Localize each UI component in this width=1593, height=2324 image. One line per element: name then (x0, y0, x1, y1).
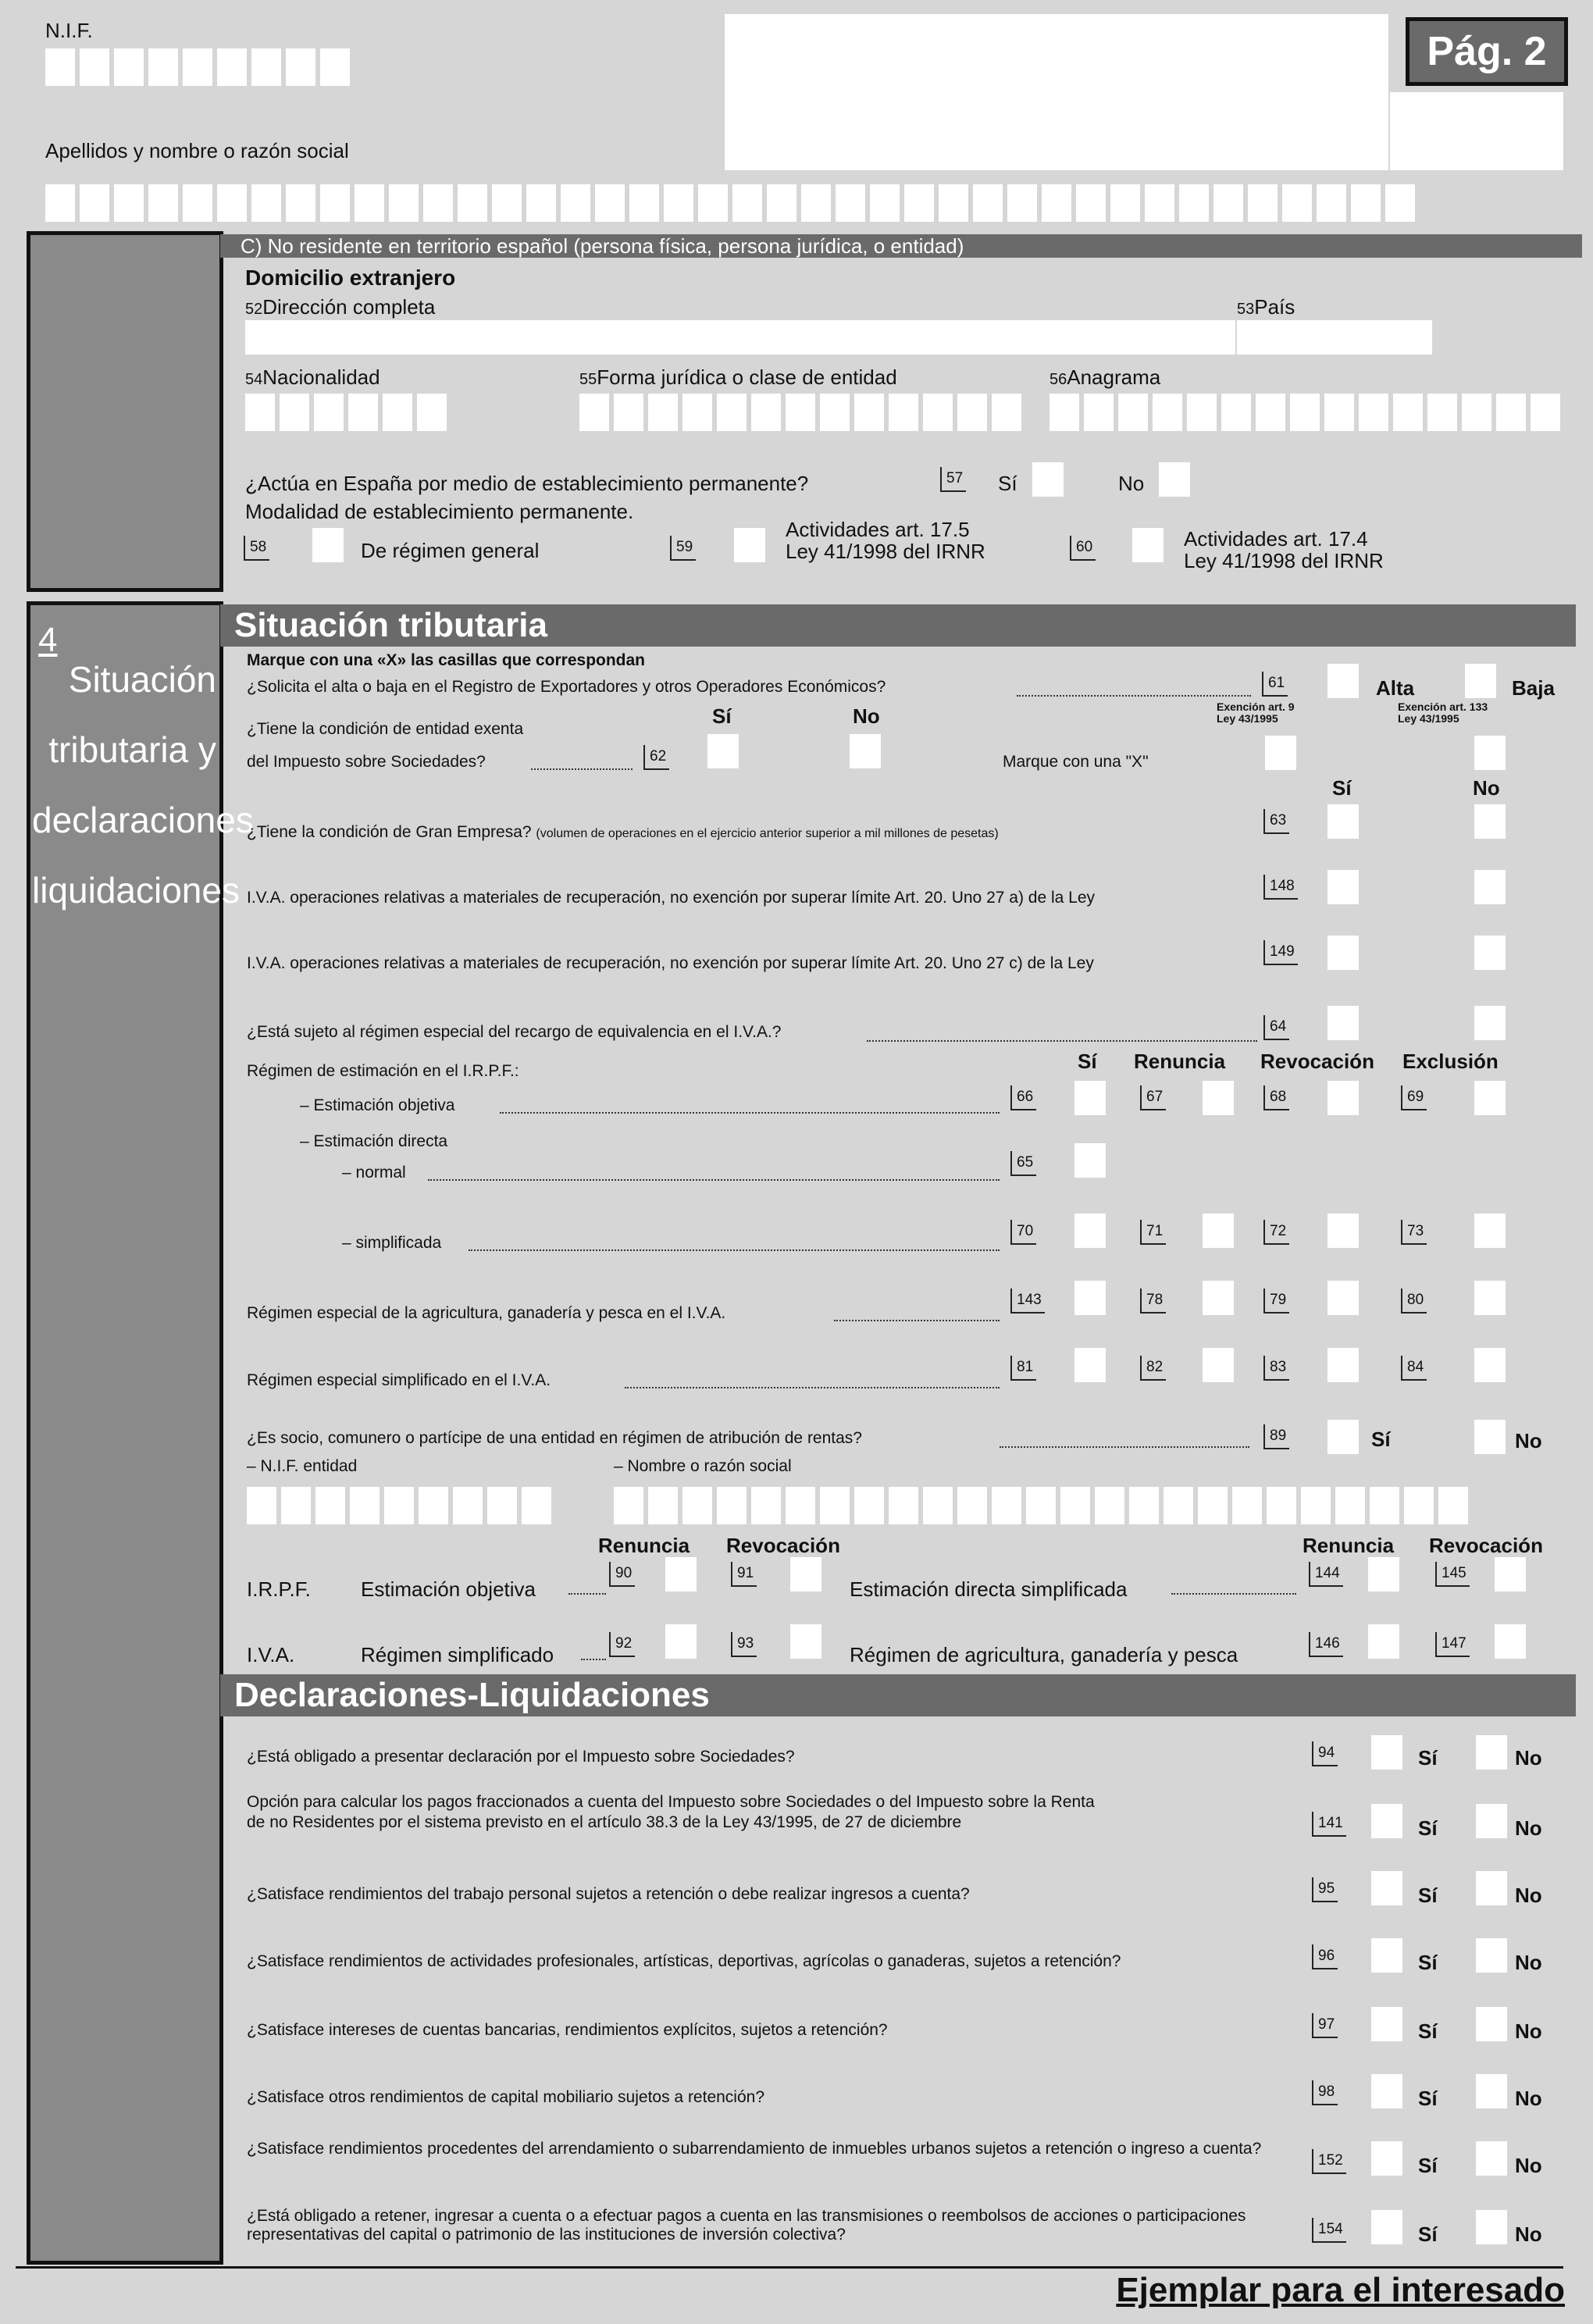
box-78-number: 78 (1140, 1289, 1166, 1313)
box-149-no-checkbox[interactable] (1474, 936, 1506, 970)
declaracion-row: ¿Satisface intereses de cuentas bancarias, rendimientos explícitos, sujetos a retención? 97 Sí No (247, 2007, 1566, 2069)
simplificado-leader (625, 1387, 1000, 1388)
box-147-number: 147 (1435, 1632, 1470, 1657)
declaracion-row: ¿Está obligado a retener, ingresar a cuenta o a efectuar pagos a cuenta en las transmisiones o reembolsos de acciones o participaciones representativas del capital o patrimonio de las instituciones de inversión colectiva? 154 Sí No (247, 2207, 1542, 2246)
nif-entidad-label: – N.I.F. entidad (247, 1457, 358, 1475)
reg-simpl-leader (581, 1659, 606, 1660)
modalidad-label: Modalidad de establecimiento permanente. (245, 500, 634, 523)
box-63-si-checkbox[interactable] (1328, 804, 1359, 839)
box-145-number: 145 (1435, 1562, 1470, 1587)
box-144-checkbox[interactable] (1368, 1557, 1399, 1592)
col-si-header: Sí (1332, 776, 1352, 800)
box-64-number: 64 (1263, 1015, 1289, 1040)
row-si-checkbox[interactable] (1371, 1735, 1402, 1770)
box-79-number: 79 (1263, 1289, 1289, 1313)
exencion-9-checkbox[interactable] (1265, 736, 1296, 770)
nif-field[interactable] (45, 48, 350, 86)
normal-label: – normal (342, 1164, 406, 1182)
header-blank-area (725, 14, 1388, 170)
row-si-checkbox[interactable] (1371, 1804, 1402, 1838)
box-96-number: 96 (1312, 1944, 1338, 1969)
declaracion-row: ¿Satisface rendimientos de actividades profesionales, artísticas, deportivas, agrícolas o ganaderas, sujetos a retención? 96 Sí No (247, 1938, 1566, 2001)
irpf-exclusion-header: Exclusión (1402, 1050, 1499, 1073)
box-61-alta-checkbox[interactable] (1328, 664, 1359, 698)
box-73-number: 73 (1401, 1220, 1427, 1245)
name-field[interactable] (45, 184, 1415, 222)
box-143-number: 143 (1010, 1289, 1045, 1313)
irpf-label: I.R.P.F. (247, 1577, 311, 1601)
box-67-number: 67 (1140, 1085, 1166, 1110)
row-si-label: Sí (1418, 1884, 1438, 1907)
q62-text-1: ¿Tiene la condición de entidad exenta (247, 720, 524, 738)
domicilio-heading: Domicilio extranjero (245, 266, 456, 290)
box-146-number: 146 (1309, 1632, 1343, 1657)
box-149-si-checkbox[interactable] (1328, 936, 1359, 970)
box-71-checkbox[interactable] (1203, 1214, 1234, 1248)
section-4-sidebar-title: Situación tributaria y declaraciones liquidaciones (32, 659, 254, 911)
box-69-number: 69 (1401, 1085, 1427, 1110)
box-80-checkbox[interactable] (1474, 1281, 1506, 1315)
declaraciones-title: Declaraciones-Liquidaciones (220, 1674, 1576, 1716)
name-label: Apellidos y nombre o razón social (45, 139, 349, 162)
box-148-si-checkbox[interactable] (1328, 870, 1359, 904)
box-58-number: 58 (244, 536, 269, 561)
est-objetiva-irpf-label: Estimación objetiva (361, 1577, 536, 1601)
section-4-sidebar (27, 601, 254, 2265)
row-no-label: No (1515, 1951, 1542, 1974)
section-c-sidebar (27, 231, 223, 592)
box-60-number: 60 (1070, 536, 1096, 561)
box-152-number: 152 (1312, 2149, 1346, 2174)
q89-leader (1000, 1446, 1249, 1448)
nombre-razon-field[interactable] (614, 1487, 1468, 1524)
box-93-checkbox[interactable] (790, 1624, 821, 1659)
box-145-checkbox[interactable] (1495, 1557, 1526, 1592)
box-69-checkbox[interactable] (1474, 1081, 1506, 1115)
declaracion-row: ¿Satisface rendimientos procedentes del arrendamiento o subarrendamiento de inmuebles urbanos sujetos a retención o ingreso a cuenta? 152 Sí No (247, 2140, 1542, 2177)
q89-text: ¿Es socio, comunero o partícipe de una entidad en régimen de atribución de rentas? (247, 1429, 862, 1447)
act-17-4-label: Actividades art. 17.4 Ley 41/1998 del IRNR (1184, 527, 1384, 572)
q64-text: ¿Está sujeto al régimen especial del recargo de equivalencia en el I.V.A.? (247, 1023, 782, 1041)
box-67-checkbox[interactable] (1203, 1081, 1234, 1115)
box-70-checkbox[interactable] (1074, 1214, 1106, 1248)
simplificada-leader (469, 1249, 1000, 1251)
row-no-checkbox[interactable] (1476, 2074, 1507, 2108)
declaracion-row: ¿Satisface otros rendimientos de capital mobiliario sujetos a retención? 98 Sí No (247, 2074, 1566, 2137)
row-si-label: Sí (1418, 2019, 1438, 2043)
box-84-checkbox[interactable] (1474, 1348, 1506, 1382)
box-94-number: 94 (1312, 1741, 1338, 1766)
irpf-iva-renuncia-header: Renuncia (598, 1534, 690, 1557)
box-91-number: 91 (731, 1562, 757, 1587)
est-dir-simpl-leader (1171, 1593, 1296, 1595)
alta-label: Alta (1376, 676, 1415, 700)
forma-juridica-field[interactable] (579, 394, 1021, 431)
box-147-checkbox[interactable] (1495, 1624, 1526, 1659)
row-si-checkbox[interactable] (1371, 2074, 1402, 2108)
box-70-number: 70 (1010, 1220, 1036, 1245)
irpf-iva-revocacion-header: Revocación (726, 1534, 840, 1557)
row-si-checkbox[interactable] (1371, 2007, 1402, 2041)
est-directa-label: – Estimación directa (300, 1132, 448, 1150)
box-84-number: 84 (1401, 1356, 1427, 1381)
box-73-checkbox[interactable] (1474, 1214, 1506, 1248)
box-89-no-checkbox[interactable] (1474, 1420, 1506, 1454)
row-no-label: No (1515, 1884, 1542, 1907)
nif-label: N.I.F. (45, 19, 93, 42)
simplificado-label: Régimen especial simplificado en el I.V.A. (247, 1371, 551, 1389)
reg-simpl-label: Régimen simplificado (361, 1643, 554, 1666)
actua-no-checkbox[interactable] (1159, 462, 1190, 497)
box-89-si-checkbox[interactable] (1328, 1420, 1359, 1454)
q62-text-2: del Impuesto sobre Sociedades? (247, 753, 486, 771)
box-64-no-checkbox[interactable] (1474, 1006, 1506, 1040)
row-no-checkbox[interactable] (1476, 1871, 1507, 1905)
box-83-number: 83 (1263, 1356, 1289, 1381)
box-60-checkbox[interactable] (1132, 528, 1164, 562)
box-63-no-checkbox[interactable] (1474, 804, 1506, 839)
act-17-5-label: Actividades art. 17.5 Ley 41/1998 del IRNR (786, 518, 985, 563)
normal-leader (428, 1179, 1000, 1181)
marque-instructions: Marque con una «X» las casillas que correspondan (247, 651, 646, 669)
est-dir-simpl-label: Estimación directa simplificada (850, 1577, 1128, 1601)
q62-no-header: No (853, 704, 880, 728)
box-143-checkbox[interactable] (1074, 1281, 1106, 1315)
q64-leader (867, 1040, 1257, 1042)
box-61-baja-checkbox[interactable] (1465, 664, 1496, 698)
row-no-label: No (1515, 2019, 1542, 2043)
q148-text: I.V.A. operaciones relativas a materiales de recuperación, no exención por superar límite Art. 20. Uno 27 a) de la Ley (247, 889, 1096, 907)
anagrama-label: 56Anagrama (1050, 365, 1161, 389)
row-no-checkbox[interactable] (1476, 2210, 1507, 2244)
pais-label: 53País (1237, 295, 1295, 319)
section-c-title: C) No residente en territorio español (persona física, persona jurídica, o entidad) (220, 234, 1582, 258)
box-148-number: 148 (1263, 875, 1298, 900)
row-si-label: Sí (1418, 1816, 1438, 1840)
est-objetiva-irpf-leader (568, 1593, 606, 1595)
box-89-number: 89 (1263, 1424, 1289, 1449)
est-objetiva-leader (500, 1112, 1000, 1114)
box-62-si-checkbox[interactable] (707, 734, 739, 768)
declaracion-row: Opción para calcular los pagos fraccionados a cuenta del Impuesto sobre Sociedades o del Impuesto sobre la Renta de no Residentes por el sistema previsto en el artículo 38.3 de la Ley 43/1995, de 27 de diciembre 141 Sí No (247, 1793, 1542, 1840)
situacion-title: Situación tributaria (220, 604, 1576, 647)
box-71-number: 71 (1140, 1220, 1166, 1245)
nif-entidad-field[interactable] (247, 1487, 551, 1524)
box-80-number: 80 (1401, 1289, 1427, 1313)
baja-label: Baja (1512, 676, 1555, 700)
iva-label: I.V.A. (247, 1643, 295, 1666)
box-93-number: 93 (731, 1632, 757, 1657)
row-no-label: No (1515, 2154, 1542, 2177)
row-no-checkbox[interactable] (1476, 1804, 1507, 1838)
q61-text: ¿Solicita el alta o baja en el Registro de Exportadores y otros Operadores Económicos? (247, 678, 886, 696)
box-141-number: 141 (1312, 1812, 1346, 1837)
nacionalidad-field[interactable] (245, 394, 447, 431)
irpf-revocacion-header: Revocación (1260, 1050, 1374, 1073)
reg-agric-label: Régimen de agricultura, ganadería y pesca (850, 1643, 1238, 1666)
row-no-checkbox[interactable] (1476, 2141, 1507, 2176)
box-81-checkbox[interactable] (1074, 1348, 1106, 1382)
row-no-checkbox[interactable] (1476, 1735, 1507, 1770)
declaracion-row: ¿Está obligado a presentar declaración por el Impuesto sobre Sociedades? 94 Sí No (247, 1735, 1566, 1798)
direccion-field[interactable] (245, 320, 1235, 355)
box-148-no-checkbox[interactable] (1474, 870, 1506, 904)
col-no-header: No (1473, 776, 1500, 800)
agricultura-leader (834, 1320, 1000, 1321)
exencion-9-label: Exención art. 9 Ley 43/1995 (1217, 700, 1295, 725)
regimen-general-label: De régimen general (361, 539, 540, 562)
box-65-checkbox[interactable] (1074, 1143, 1106, 1178)
row-no-label: No (1515, 1746, 1542, 1770)
regimen-irpf-label: Régimen de estimación en el I.R.P.F.: (247, 1062, 519, 1080)
box-63-number: 63 (1263, 809, 1289, 834)
box-78-checkbox[interactable] (1203, 1281, 1234, 1315)
forma-juridica-label: 55Forma jurídica o clase de entidad (579, 365, 897, 389)
box-97-number: 97 (1312, 2013, 1338, 2038)
row-si-label: Sí (1418, 1746, 1438, 1770)
box-92-checkbox[interactable] (665, 1624, 697, 1659)
pais-field[interactable] (1237, 320, 1432, 355)
box-59-number: 59 (670, 536, 696, 561)
box-59-checkbox[interactable] (734, 528, 765, 562)
irpf-si-header: Sí (1078, 1050, 1097, 1073)
box-66-number: 66 (1010, 1085, 1036, 1110)
box-98-number: 98 (1312, 2080, 1338, 2105)
box-149-number: 149 (1263, 940, 1298, 965)
q89-no-label: No (1515, 1429, 1542, 1452)
row-no-label: No (1515, 2222, 1542, 2246)
row-no-label: No (1515, 1816, 1542, 1840)
box-65-number: 65 (1010, 1151, 1036, 1176)
actua-si-checkbox[interactable] (1032, 462, 1064, 497)
row-si-checkbox[interactable] (1371, 1871, 1402, 1905)
box-72-number: 72 (1263, 1220, 1289, 1245)
box-58-checkbox[interactable] (312, 528, 344, 562)
row-si-checkbox[interactable] (1371, 2141, 1402, 2176)
ejemplar-label: Ejemplar para el interesado (1116, 2271, 1565, 2309)
row-no-label: No (1515, 2087, 1542, 2110)
box-64-si-checkbox[interactable] (1328, 1006, 1359, 1040)
box-62-no-checkbox[interactable] (850, 734, 881, 768)
est-objetiva-label: – Estimación objetiva (300, 1096, 455, 1114)
box-62-number: 62 (643, 745, 669, 770)
box-146-checkbox[interactable] (1368, 1624, 1399, 1659)
row-si-checkbox[interactable] (1371, 1938, 1402, 1973)
q61-leader (1017, 695, 1251, 697)
q62-si-header: Sí (712, 704, 732, 728)
exencion-133-label: Exención art. 133 Ley 43/1995 (1398, 700, 1488, 725)
exencion-133-checkbox[interactable] (1474, 736, 1506, 770)
box-83-checkbox[interactable] (1328, 1348, 1359, 1382)
q89-si-label: Sí (1371, 1428, 1391, 1451)
right-renuncia-header: Renuncia (1303, 1534, 1395, 1557)
agricultura-label: Régimen especial de la agricultura, ganadería y pesca en el I.V.A. (247, 1304, 726, 1322)
section-4-number: 4 (38, 621, 58, 659)
marque-x-label: Marque con una "X" (1003, 753, 1149, 771)
row-si-label: Sí (1418, 2087, 1438, 2110)
q63-text: ¿Tiene la condición de Gran Empresa? (volumen de operaciones en el ejercicio anterior superior a mil millones de pesetas) (247, 823, 999, 841)
actua-si-label: Sí (998, 472, 1017, 495)
anagrama-field[interactable] (1050, 394, 1560, 431)
page-number-badge: Pág. 2 (1406, 17, 1568, 86)
box-57-number: 57 (940, 467, 966, 492)
row-si-label: Sí (1418, 2222, 1438, 2246)
q149-text: I.V.A. operaciones relativas a materiales de recuperación, no exención por superar límite Art. 20. Uno 27 c) de la Ley (247, 954, 1094, 972)
box-72-checkbox[interactable] (1328, 1214, 1359, 1248)
box-92-number: 92 (609, 1632, 635, 1657)
nombre-razon-label: – Nombre o razón social (614, 1457, 792, 1475)
actua-question: ¿Actúa en España por medio de establecimiento permanente? (245, 472, 809, 495)
box-90-checkbox[interactable] (665, 1557, 697, 1592)
box-68-number: 68 (1263, 1085, 1289, 1110)
box-82-checkbox[interactable] (1203, 1348, 1234, 1382)
declaracion-row: ¿Satisface rendimientos del trabajo personal sujetos a retención o debe realizar ingresos a cuenta? 95 Sí No (247, 1871, 1566, 1934)
actua-no-label: No (1118, 472, 1145, 495)
box-90-number: 90 (609, 1562, 635, 1587)
box-91-checkbox[interactable] (790, 1557, 821, 1592)
q62-leader (531, 768, 633, 770)
box-81-number: 81 (1010, 1356, 1036, 1381)
row-si-label: Sí (1418, 2154, 1438, 2177)
row-si-checkbox[interactable] (1371, 2210, 1402, 2244)
irpf-renuncia-header: Renuncia (1134, 1050, 1226, 1073)
box-66-checkbox[interactable] (1074, 1081, 1106, 1115)
box-61-number: 61 (1262, 672, 1288, 697)
box-144-number: 144 (1309, 1562, 1343, 1587)
box-154-number: 154 (1312, 2218, 1346, 2243)
box-79-checkbox[interactable] (1328, 1281, 1359, 1315)
box-95-number: 95 (1312, 1877, 1338, 1902)
row-no-checkbox[interactable] (1476, 2007, 1507, 2041)
header-right-blank (1390, 92, 1563, 170)
right-revocacion-header: Revocación (1429, 1534, 1543, 1557)
row-si-label: Sí (1418, 1951, 1438, 1974)
box-68-checkbox[interactable] (1328, 1081, 1359, 1115)
simplificada-label: – simplificada (342, 1234, 442, 1252)
direccion-label: 52Dirección completa (245, 295, 436, 319)
footer-rule (16, 2266, 1563, 2269)
box-82-number: 82 (1140, 1356, 1166, 1381)
row-no-checkbox[interactable] (1476, 1938, 1507, 1973)
nacionalidad-label: 54Nacionalidad (245, 365, 380, 389)
